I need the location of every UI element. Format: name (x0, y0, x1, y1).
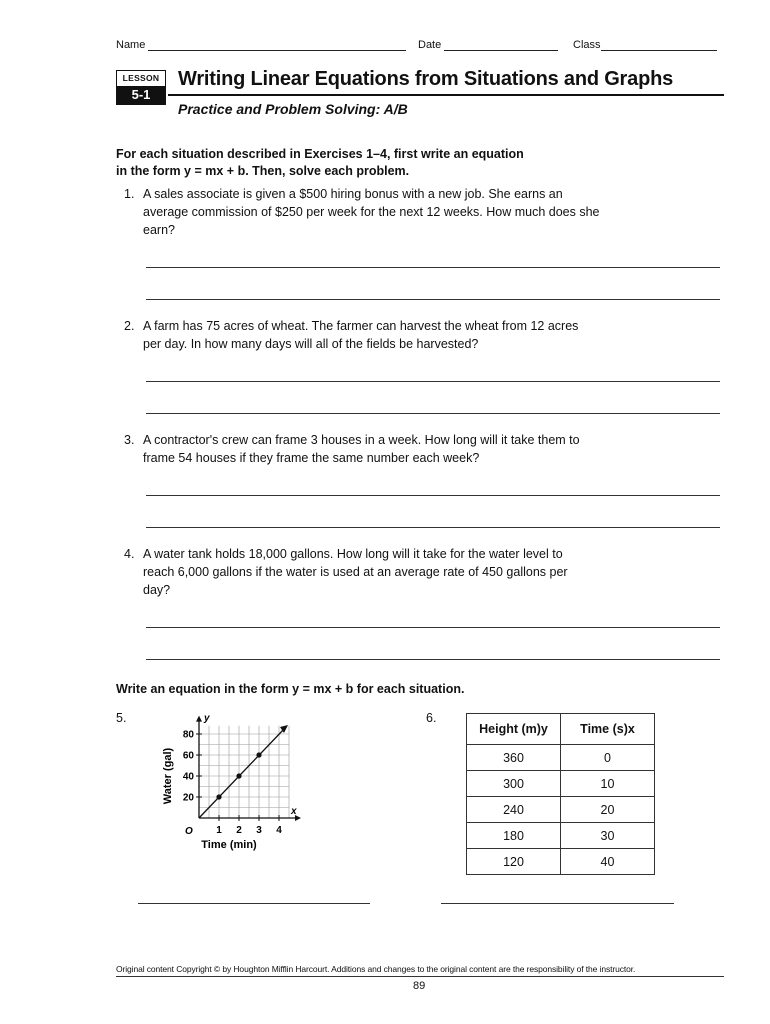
table-cell: 20 (561, 797, 655, 823)
page-number: 89 (413, 980, 426, 992)
name-blank[interactable] (148, 38, 406, 51)
lesson-number: 5-1 (117, 86, 165, 104)
y-tick-label: 80 (182, 729, 194, 741)
date-blank[interactable] (444, 38, 558, 51)
y-tick-label: 20 (182, 792, 194, 804)
question-number: 4. (124, 547, 135, 561)
question-number: 1. (124, 187, 135, 201)
table-cell: 180 (467, 823, 561, 849)
answer-line[interactable] (146, 527, 720, 528)
lesson-badge (116, 70, 166, 105)
y-axis-label: Water (gal) (162, 747, 174, 805)
table-header-row (467, 714, 655, 745)
table-row (467, 823, 655, 849)
table-cell: 10 (561, 771, 655, 797)
page-subtitle: Practice and Problem Solving: A/B (178, 101, 408, 117)
footer-divider (116, 976, 724, 977)
section1-instruction (116, 146, 524, 180)
table-cell: 0 (561, 745, 655, 771)
data-line (199, 728, 285, 818)
instruction-line-2: in the form y = mx + b. Then, solve each problem. (116, 164, 410, 178)
answer-line[interactable] (146, 627, 720, 628)
lesson-tag: LESSON (122, 73, 160, 83)
date-label: Date (418, 39, 442, 51)
x-axis-variable: x (291, 806, 297, 817)
table-cell: 240 (467, 797, 561, 823)
x-tick-label: 3 (256, 825, 262, 836)
x-axis-label: Time (min) (201, 839, 257, 851)
table-cell: 40 (561, 849, 655, 875)
data-point (256, 752, 261, 757)
water-graph (155, 712, 325, 857)
question-6-label: 6. (426, 711, 437, 725)
class-label: Class (573, 39, 601, 51)
table-cell: 360 (467, 745, 561, 771)
table-cell: 30 (561, 823, 655, 849)
table-header-time: Time (s)x (561, 714, 655, 745)
page-title: Writing Linear Equations from Situations and Graphs (178, 68, 674, 90)
table-row (467, 745, 655, 771)
x-tick-label: 1 (216, 825, 222, 836)
x-tick-label: 2 (236, 825, 242, 836)
x-tick-label: 4 (276, 825, 282, 836)
answer-line-6[interactable] (441, 903, 674, 904)
answer-line[interactable] (146, 299, 720, 300)
class-blank[interactable] (601, 38, 717, 51)
y-tick-label: 40 (182, 771, 194, 783)
y-tick-label: 60 (182, 750, 194, 762)
origin-label: O (185, 826, 193, 837)
name-field[interactable] (116, 38, 406, 51)
table-row (467, 849, 655, 875)
answer-line[interactable] (146, 381, 720, 382)
answer-line[interactable] (146, 267, 720, 268)
data-point (216, 794, 221, 799)
section2-instruction: Write an equation in the form y = mx + b for each situation. (116, 682, 465, 696)
title-divider (168, 94, 724, 96)
question-text: A sales associate is given a $500 hiring bonus with a new job. She earns an average commission of $250 per week for the next 12 weeks. How much does she earn? (143, 187, 600, 237)
table-row (467, 771, 655, 797)
data-point (236, 773, 241, 778)
answer-line[interactable] (146, 495, 720, 496)
answer-line[interactable] (146, 413, 720, 414)
table-row (467, 797, 655, 823)
class-field[interactable] (573, 38, 717, 51)
question-number: 3. (124, 433, 135, 447)
question-number: 2. (124, 319, 135, 333)
date-field[interactable] (418, 38, 558, 51)
table-header-height: Height (m)y (467, 714, 561, 745)
table-cell: 120 (467, 849, 561, 875)
y-axis-variable: y (204, 713, 210, 724)
name-label: Name (116, 39, 146, 51)
question-text: A contractor's crew can frame 3 houses in a week. How long will it take them to frame 54 houses if they frame the same number each week? (143, 433, 580, 465)
question-text: A farm has 75 acres of wheat. The farmer can harvest the wheat from 12 acres per day. In how many days will all of the fields be harvested? (143, 319, 579, 351)
question-5-label: 5. (116, 711, 127, 725)
instruction-line-1: For each situation described in Exercises 1–4, first write an equation (116, 147, 524, 161)
height-time-table (466, 713, 655, 875)
question-text: A water tank holds 18,000 gallons. How long will it take for the water level to reach 6,000 gallons if the water is used at an average rate of 450 gallons per day? (143, 547, 568, 597)
y-axis-arrow (196, 716, 202, 722)
answer-line[interactable] (146, 659, 720, 660)
copyright-notice: Original content Copyright © by Houghton Mifflin Harcourt. Additions and changes to the original content are the responsibility of the instructor. (116, 964, 636, 974)
answer-line-5[interactable] (138, 903, 370, 904)
table-cell: 300 (467, 771, 561, 797)
